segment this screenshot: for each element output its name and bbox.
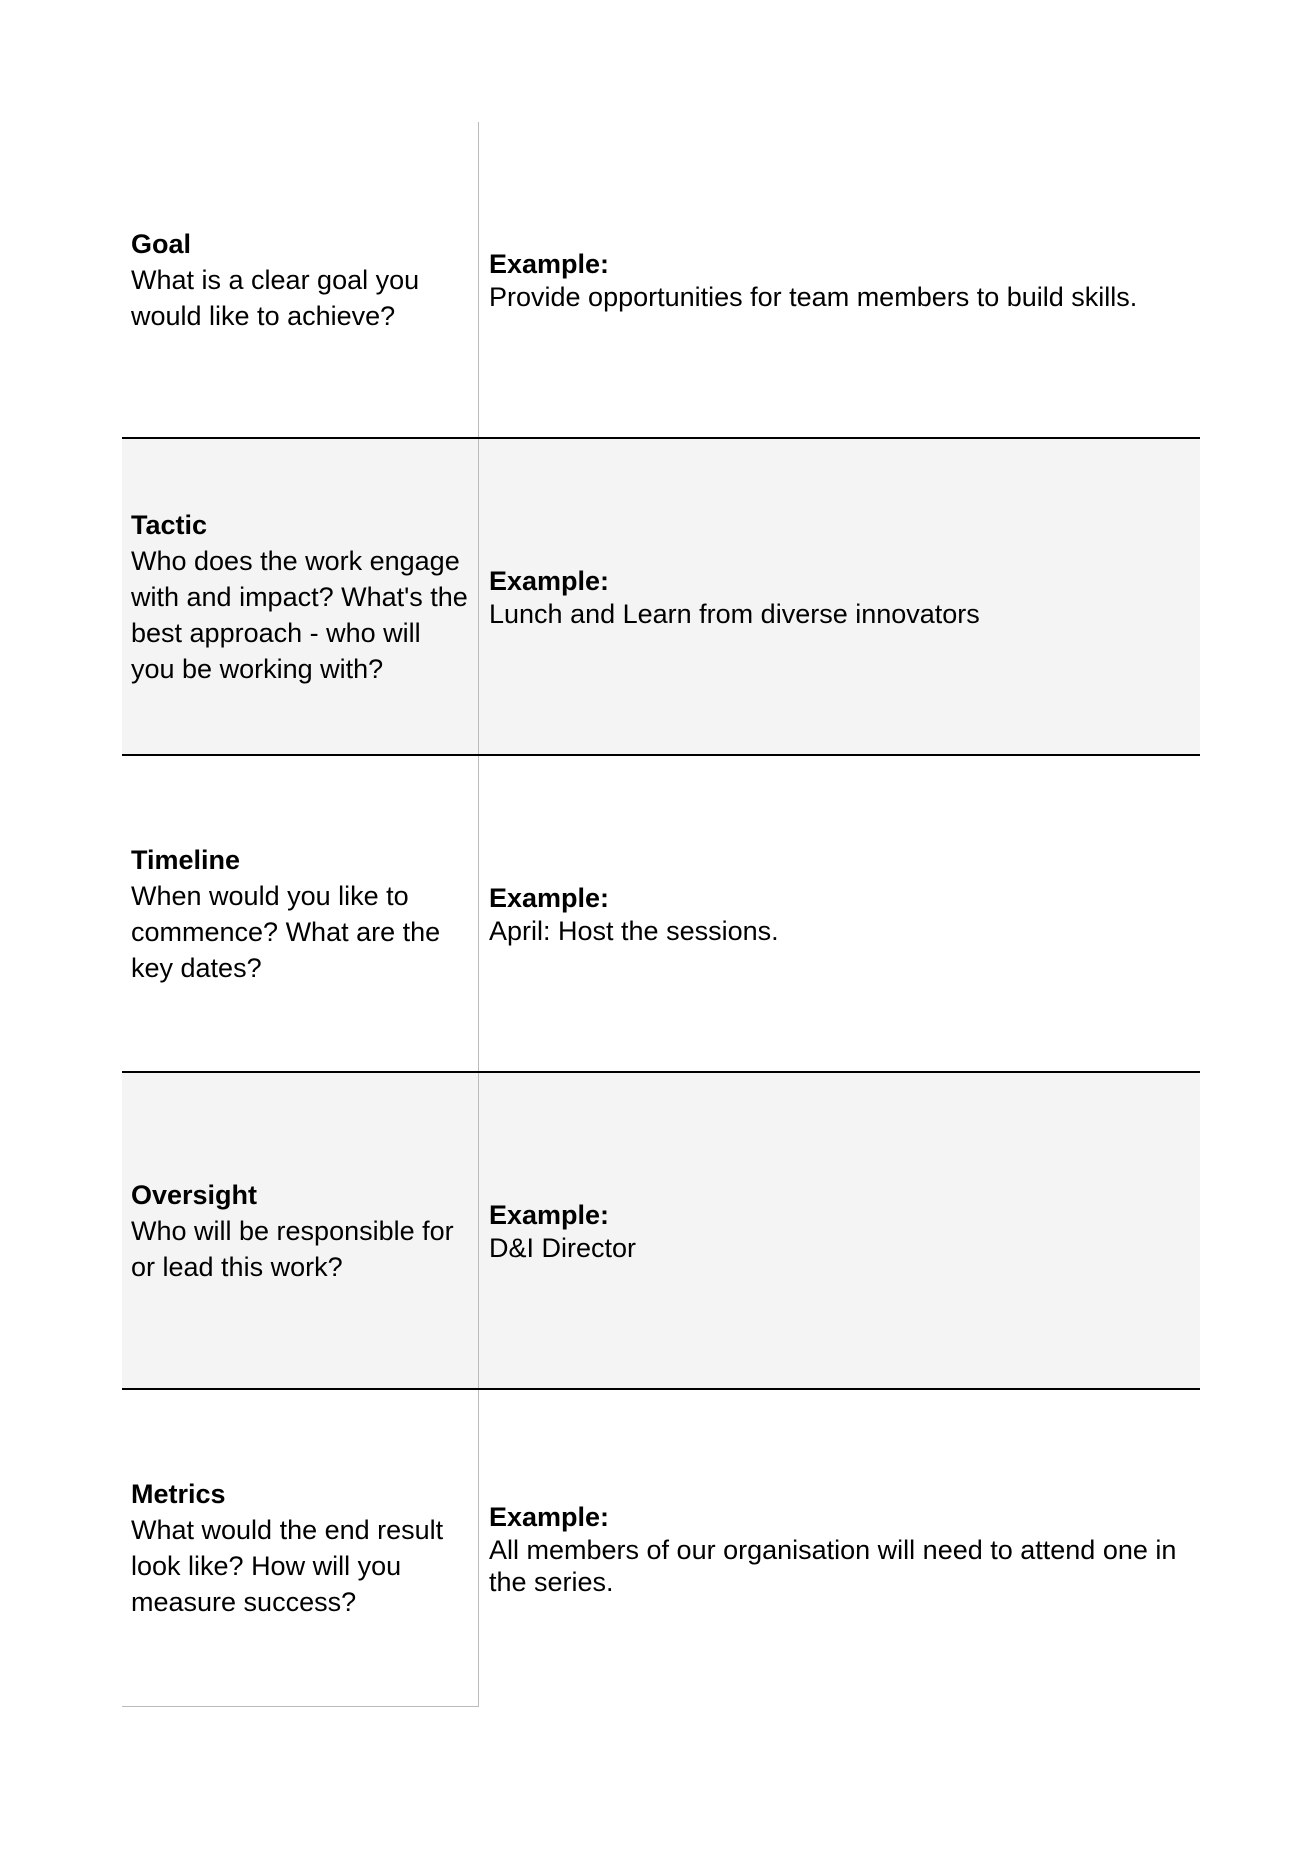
example-text: Provide opportunities for team members to build skills. <box>489 281 1138 312</box>
row-heading: Oversight <box>131 1179 258 1210</box>
example-text: D&I Director <box>489 1232 637 1263</box>
example-text: All members of our organisation will need to attend one in the series. <box>489 1534 1177 1597</box>
row-heading: Metrics <box>131 1479 226 1509</box>
example-text: April: Host the sessions. <box>489 915 779 946</box>
prompt-cell <box>122 122 479 437</box>
prompt-cell <box>122 1390 479 1707</box>
example-label: Example: <box>489 1199 610 1230</box>
table-row-goal <box>122 122 1200 439</box>
prompt-cell <box>122 439 479 754</box>
row-prompt: Who will be responsible for or lead this work? <box>131 1215 454 1282</box>
example-label: Example: <box>489 882 610 913</box>
row-prompt: What would the end result look like? How will you measure success? <box>131 1515 444 1617</box>
example-cell <box>479 1073 1200 1388</box>
table-row-oversight <box>122 1073 1200 1390</box>
example-cell <box>479 122 1200 437</box>
row-heading: Goal <box>131 228 192 259</box>
row-prompt: What is a clear goal you would like to achieve? <box>131 264 420 331</box>
table-row-timeline <box>122 756 1200 1073</box>
table-row-tactic <box>122 439 1200 756</box>
example-label: Example: <box>489 565 610 596</box>
prompt-cell <box>122 1073 479 1388</box>
prompt-cell <box>122 756 479 1071</box>
example-label: Example: <box>489 1501 610 1532</box>
table-row-metrics <box>122 1390 1200 1707</box>
row-heading: Timeline <box>131 844 241 875</box>
row-prompt: Who does the work engage with and impact? What's the best approach - who will you be working with? <box>131 545 468 684</box>
example-cell <box>479 1390 1200 1707</box>
example-cell <box>479 439 1200 754</box>
planning-table <box>122 122 1200 1707</box>
row-heading: Tactic <box>131 509 208 540</box>
example-cell <box>479 756 1200 1071</box>
example-text: Lunch and Learn from diverse innovators <box>489 598 980 629</box>
example-label: Example: <box>489 248 610 279</box>
row-prompt: When would you like to commence? What are the key dates? <box>131 880 441 983</box>
